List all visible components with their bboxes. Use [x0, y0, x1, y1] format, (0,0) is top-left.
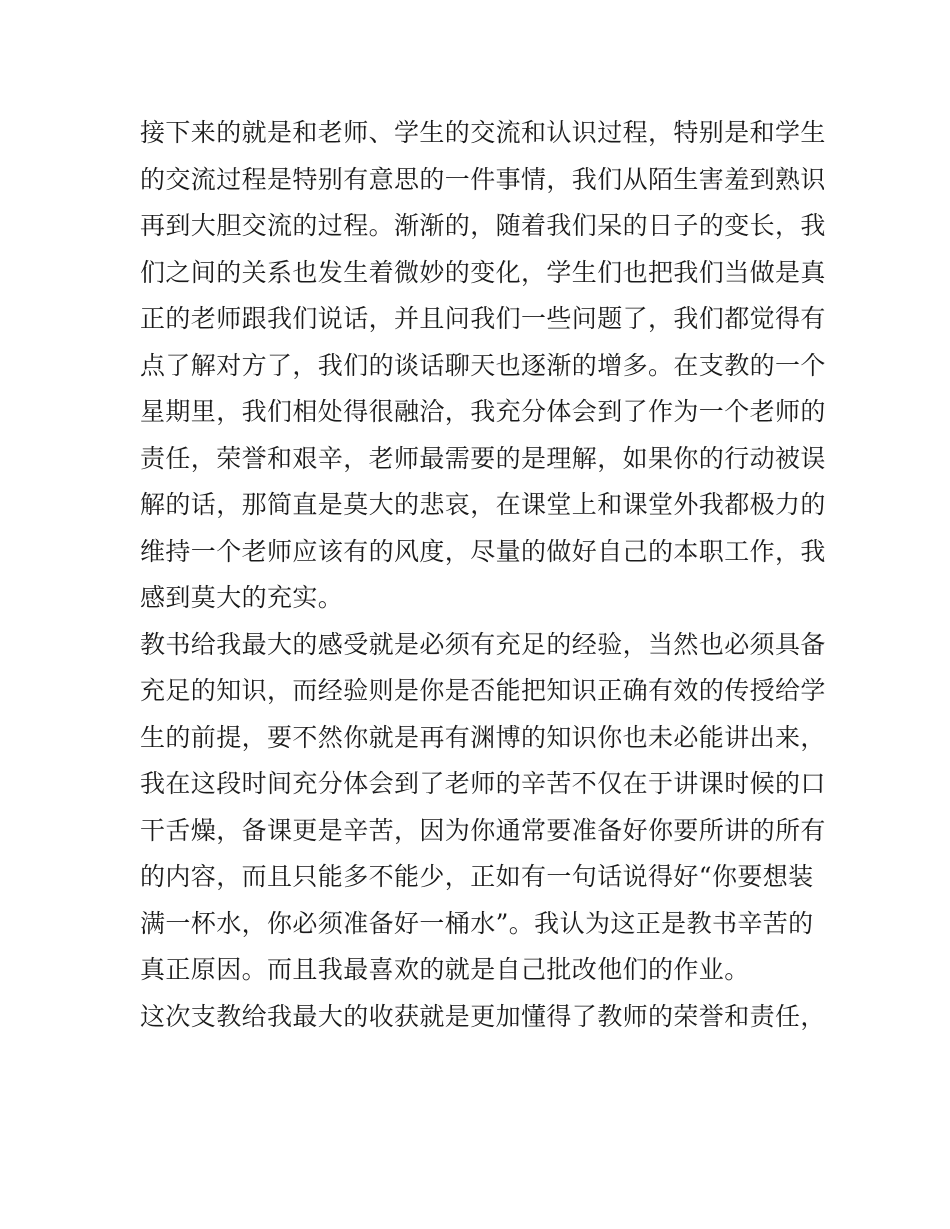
text-line: 这次支教给我最大的收获就是更加懂得了教师的荣誉和责任， — [140, 1001, 826, 1031]
text-line: 接下来的就是和老师、学生的交流和认识过程，特别是和学生 — [140, 118, 826, 147]
text-line: 干舌燥，备课更是辛苦，因为你通常要准备好你要所讲的所有 — [140, 815, 826, 845]
text-line: 生的前提，要不然你就是再有渊博的知识你也未必能讲出来， — [140, 722, 826, 752]
text-line: 我在这段时间充分体会到了老师的辛苦不仅在于讲课时候的口 — [140, 769, 826, 798]
text-line: 维持一个老师应该有的风度，尽量的做好自己的本职工作，我 — [140, 536, 826, 566]
text-line: 责任，荣誉和艰辛，老师最需要的是理解，如果你的行动被误 — [140, 443, 826, 473]
text-line: 真正原因。而且我最喜欢的就是自己批改他们的作业。 — [140, 955, 750, 984]
text-line: 解的话，那简直是莫大的悲哀，在课堂上和课堂外我都极力的 — [140, 490, 826, 519]
body-text — [140, 110, 826, 1040]
text-line: 充足的知识，而经验则是你是否能把知识正确有效的传授给学 — [140, 676, 826, 705]
text-line: 满一杯水，你必须准备好一桶水”。我认为这正是教书辛苦的 — [140, 908, 814, 938]
text-line: 正的老师跟我们说话，并且问我们一些问题了，我们都觉得有 — [140, 304, 826, 333]
text-line: 的内容，而且只能多不能少，正如有一句话说得好“你要想装 — [140, 862, 814, 891]
text-line: 星期里，我们相处得很融洽，我充分体会到了作为一个老师的 — [140, 397, 826, 426]
text-line: 的交流过程是特别有意思的一件事情，我们从陌生害羞到熟识 — [140, 164, 826, 194]
text-line: 点了解对方了，我们的谈话聊天也逐渐的增多。在支教的一个 — [140, 350, 826, 380]
text-line: 们之间的关系也发生着微妙的变化，学生们也把我们当做是真 — [140, 257, 826, 287]
text-line: 再到大胆交流的过程。渐渐的，随着我们呆的日子的变长，我 — [140, 211, 826, 240]
text-line: 感到莫大的充实。 — [140, 583, 344, 612]
text-line: 教书给我最大的感受就是必须有充足的经验，当然也必须具备 — [140, 629, 826, 659]
